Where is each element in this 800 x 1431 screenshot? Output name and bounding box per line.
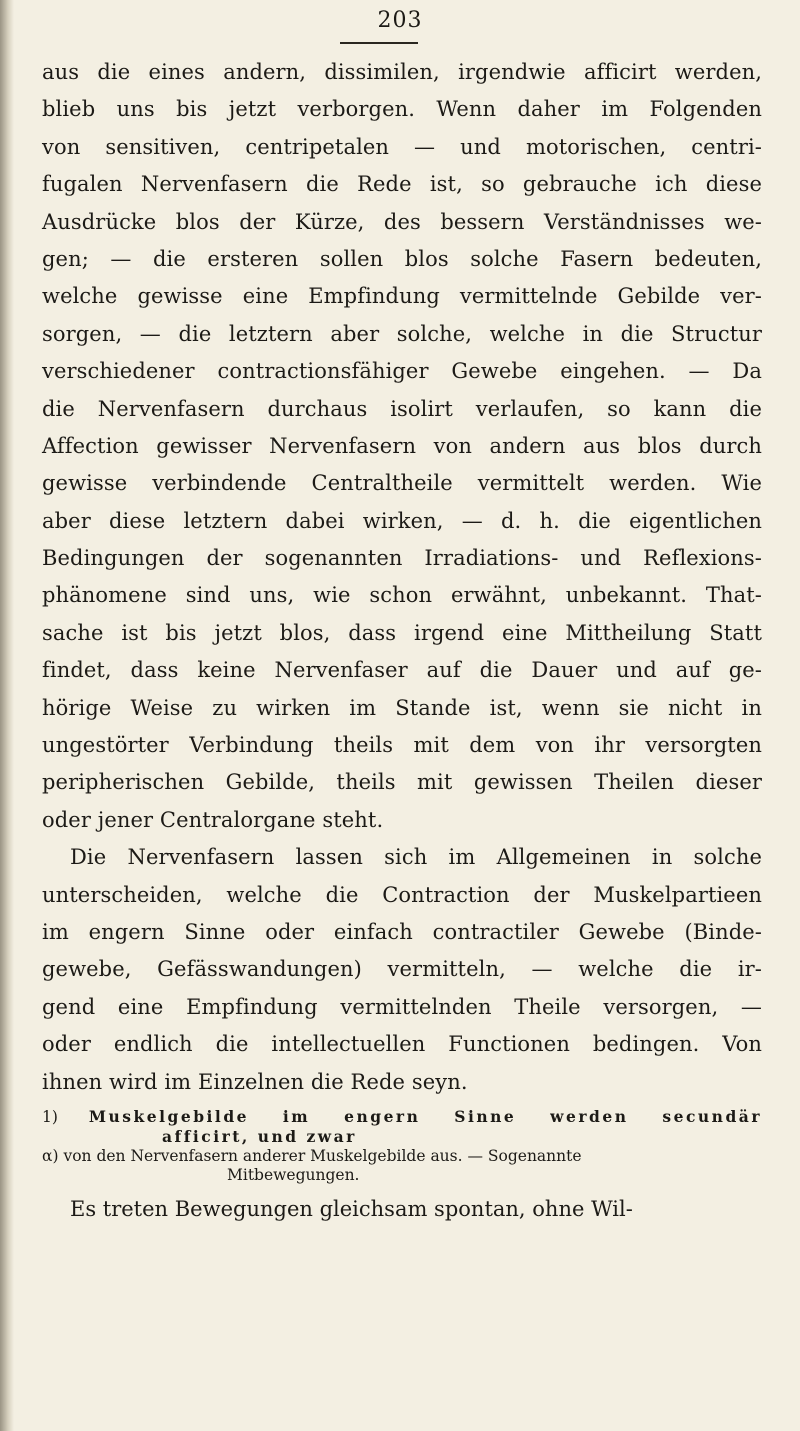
text-line: gen; — die ersteren sollen blos solche Fasern bedeuten, [42, 246, 762, 271]
text-line: welche gewisse eine Empfindung vermittelnde Gebilde ver- [42, 284, 762, 309]
text-line: aus die eines andern, dissimilen, irgendwie afficirt werden, [42, 60, 762, 84]
text-line: Ausdrücke blos der Kürze, des bessern Verständnisses we- [42, 209, 762, 234]
text-line: Bedingungen der sogenannten Irradiations- und Reflexions- [42, 546, 762, 571]
text-line: fugalen Nervenfasern die Rede ist, so gebrauche ich diese [42, 172, 762, 197]
footnote-number: 1) [42, 1107, 58, 1126]
continuation-line: Es treten Bewegungen gleichsam spontan, ohne Wil- [70, 1196, 633, 1221]
footnote-line: α) von den Nervenfasern anderer Muskelgebilde aus. — Sogenannte [42, 1146, 582, 1165]
footnote-line [42, 1127, 762, 1147]
paragraph-2 [42, 839, 762, 1101]
page-number: 203 [377, 8, 423, 33]
text-line: peripherischen Gebilde, theils mit gewissen Theilen dieser [42, 770, 762, 795]
footnote-line: Mitbewegungen. [227, 1165, 360, 1184]
text-line: sache ist bis jetzt blos, dass irgend eine Mittheilung Statt [42, 620, 762, 645]
text-line: Die Nervenfasern lassen sich im Allgemeinen in solche [70, 845, 762, 870]
text-line: ihnen wird im Einzelnen die Rede seyn. [42, 1069, 468, 1094]
paragraph-1 [42, 54, 762, 839]
footnote-heading: Muskelgebilde im engern Sinne werden secundär [88, 1106, 762, 1126]
page-number-rule [340, 42, 418, 44]
text-line: ungestörter Verbindung theils mit dem von ihr versorgten [42, 733, 762, 758]
page-binding-edge [0, 0, 14, 1431]
text-line: gend eine Empfindung vermittelnden Theile versorgen, — [42, 994, 762, 1019]
text-line: sorgen, — die letztern aber solche, welche in die Structur [42, 321, 762, 346]
text-line: die Nervenfasern durchaus isolirt verlaufen, so kann die [42, 396, 762, 421]
text-line: verschiedener contractionsfähiger Gewebe eingehen. — Da [42, 359, 762, 384]
text-line: Affection gewisser Nervenfasern von andern aus blos durch [42, 433, 762, 458]
text-line: aber diese letztern dabei wirken, — d. h. die eigentlichen [42, 508, 762, 533]
text-line: findet, dass keine Nervenfaser auf die Dauer und auf ge- [42, 658, 762, 683]
text-line: im engern Sinne oder einfach contractiler Gewebe (Binde- [42, 919, 762, 944]
text-line: phänomene sind uns, wie schon erwähnt, unbekannt. That- [42, 583, 762, 608]
footnote-block [42, 1107, 762, 1185]
text-line: oder endlich die intellectuellen Functionen bedingen. Von [42, 1032, 762, 1057]
text-line: hörige Weise zu wirken im Stande ist, wenn sie nicht in [42, 695, 762, 720]
body-text [42, 54, 762, 1228]
text-line: oder jener Centralorgane steht. [42, 807, 384, 832]
text-line: von sensitiven, centripetalen — und motorischen, centri- [42, 134, 762, 159]
footnote-line [42, 1107, 762, 1127]
text-line: gewisse verbindende Centraltheile vermittelt werden. Wie [42, 471, 762, 496]
text-line: gewebe, Gefässwandungen) vermitteln, — welche die ir- [42, 957, 762, 982]
text-line: blieb uns bis jetzt verborgen. Wenn daher im Folgenden [42, 97, 762, 122]
text-line: unterscheiden, welche die Contraction der Muskelpartieen [42, 882, 762, 907]
footnote-subheading: afficirt, und zwar [162, 1126, 357, 1146]
